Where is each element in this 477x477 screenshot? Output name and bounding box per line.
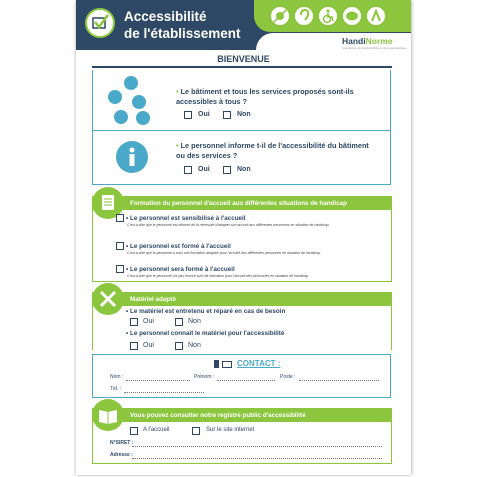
accessible-yes-label: Oui [198, 111, 210, 118]
equipment-band [92, 292, 392, 306]
training-trained-desc: C'est-à-dire que le personnel a suivi une formation adaptée pour l'accueil des différentes personnes en situation de handicap. [127, 251, 322, 255]
question-accessible: • Le bâtiment et tous les services proposés sont-ils accessibles à tous ? [176, 87, 354, 106]
question-staff-informs-text: Le personnel informe t-il de l'accessibilité du bâtiment ou des services ? [176, 141, 369, 160]
accessible-no-label: Non [237, 111, 251, 118]
tel-label: Tél. : [110, 386, 122, 392]
equipment-heading: Matériel adapté [130, 295, 176, 303]
siret-field[interactable] [132, 446, 382, 447]
brand-main: Handi [342, 36, 366, 46]
title-line-2: de l'établissement [124, 26, 241, 41]
known-no-checkbox[interactable] [175, 342, 183, 350]
brand-tagline: Spécialiste de l'accessibilité et de la signalétique [342, 46, 407, 50]
hearing-impairment-icon [108, 90, 122, 104]
maintained-yes-checkbox[interactable] [130, 318, 138, 326]
cognitive-impairment-icon [343, 7, 361, 25]
hearing-impairment-icon [295, 7, 313, 25]
adresse-label: Adresse : [110, 452, 133, 458]
visual-impairment-icon [271, 7, 289, 25]
nom-field[interactable] [126, 380, 190, 381]
registry-reception-checkbox[interactable] [130, 427, 138, 435]
checkmark-logo-icon [85, 8, 115, 38]
maintained-no-checkbox[interactable] [175, 318, 183, 326]
training-trained-checkbox[interactable] [116, 242, 124, 250]
training-will-be-trained-desc: C'est-à-dire que le personnel n'a pas encore suivi de formation pour l'accueil des personnes en situation de handicap. [127, 274, 310, 278]
informs-no-checkbox[interactable] [223, 166, 231, 174]
registry-heading: Vous pouvez consulter notre registre public d'accessibilité [130, 411, 306, 419]
brand-accent: Norme [365, 36, 393, 46]
training-will-be-trained-title-text: Le personnel sera formé à l'accueil [129, 266, 235, 273]
cognitive-impairment-icon [132, 95, 146, 109]
welcome-heading: BIENVENUE [217, 54, 270, 64]
training-sensitized-desc: C'est-à-dire que le personnel est informé de la nécessité d'adapter son accueil aux différentes personnes en situation de handicap. [127, 223, 330, 227]
training-sensitized-title: • Le personnel est sensibilisé à l'accueil [126, 215, 246, 222]
nom-label: Nom : [110, 374, 124, 380]
training-will-be-trained-checkbox[interactable] [116, 265, 124, 273]
mental-impairment-icon [367, 7, 385, 25]
adresse-field[interactable] [132, 458, 382, 459]
registry-website-label: Sur le site internet [206, 427, 255, 433]
equipment-known-text: Le personnel connaît le matériel pour l'accessibilité [129, 330, 285, 337]
equipment-maintained-text: Le matériel est entretenu et réparé en cas de besoin [129, 308, 286, 315]
info-icon [116, 141, 148, 173]
siret-label: N°SIRET : [110, 440, 134, 446]
wheelchair-icon [114, 110, 128, 124]
training-trained-title-text: Le personnel est formé à l'accueil [129, 243, 231, 250]
page-title [124, 8, 241, 42]
training-sensitized-checkbox[interactable] [116, 214, 124, 222]
training-trained-title: • Le personnel est formé à l'accueil [126, 243, 231, 250]
prenom-field[interactable] [217, 380, 275, 381]
registry-website-checkbox[interactable] [192, 427, 200, 435]
informs-yes-checkbox[interactable] [184, 166, 192, 174]
question-accessible-text: Le bâtiment et tous les services proposés sont-ils accessibles à tous ? [176, 87, 354, 106]
book-icon [92, 399, 124, 431]
training-heading: Formation du personnel d'accueil aux différentes situations de handicap [130, 199, 348, 207]
prenom-label: Prénom : [194, 374, 215, 380]
maintained-yes-label: Oui [143, 318, 154, 325]
poste-field[interactable] [299, 380, 379, 381]
tools-icon [92, 283, 124, 315]
tel-field[interactable] [124, 392, 204, 393]
known-yes-label: Oui [143, 342, 154, 349]
poste-label: Poste : [280, 374, 296, 380]
accessible-no-checkbox[interactable] [223, 111, 231, 119]
known-yes-checkbox[interactable] [130, 342, 138, 350]
title-line-1: Accessibilité [124, 9, 207, 24]
maintained-no-label: Non [188, 318, 201, 325]
training-band [92, 196, 392, 210]
visual-impairment-icon [124, 76, 138, 90]
accessibility-form-document [76, 0, 411, 475]
header [76, 0, 411, 50]
heading-divider [92, 66, 392, 68]
equipment-known-question: • Le personnel connaît le matériel pour l'accessibilité [126, 330, 285, 337]
mental-impairment-icon [136, 111, 150, 125]
registry-reception-label: A l'accueil [143, 427, 170, 433]
wheelchair-icon [319, 7, 337, 25]
training-sensitized-title-text: Le personnel est sensibilisé à l'accueil [129, 215, 246, 222]
training-will-be-trained-title: • Le personnel sera formé à l'accueil [126, 266, 235, 273]
informs-yes-label: Oui [198, 166, 210, 173]
informs-no-label: Non [237, 166, 251, 173]
accessible-yes-checkbox[interactable] [184, 111, 192, 119]
contact-heading: CONTACT : [237, 359, 281, 368]
welcome-divider [92, 130, 391, 131]
known-no-label: Non [188, 342, 201, 349]
brand-logo [342, 36, 406, 50]
envelope-icon [222, 361, 232, 368]
question-staff-informs: • Le personnel informe t-il de l'accessibilité du bâtiment ou des services ? [176, 141, 369, 160]
equipment-maintained-question: • Le matériel est entretenu et réparé en cas de besoin [126, 308, 286, 315]
registry-band [92, 408, 392, 422]
phone-icon [214, 360, 219, 368]
